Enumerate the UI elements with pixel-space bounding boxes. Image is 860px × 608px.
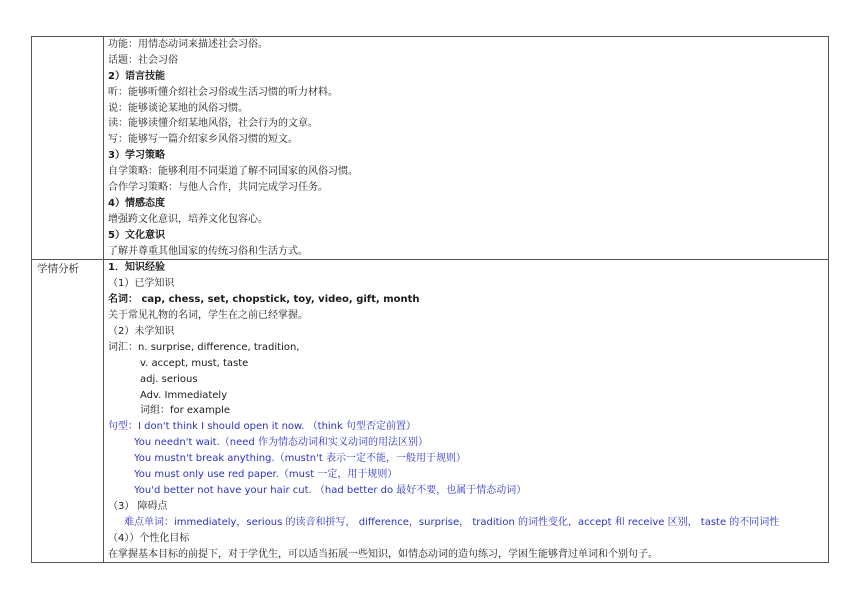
function-line: 功能：用情态动词来描述社会习俗。 xyxy=(108,39,268,50)
unlearned-knowledge-heading: （2）未学知识 xyxy=(108,326,175,338)
nouns-line xyxy=(104,292,828,308)
vocab-line: 词汇：n. surprise, difference, tradition, xyxy=(108,341,300,353)
heading-language-skills: 2）语言技能 xyxy=(108,70,165,82)
speaking-line: 说：能够谈论某地的风俗习惯。 xyxy=(108,102,248,114)
objectives-row xyxy=(32,37,829,260)
reading-line: 读：能够读懂介绍某地风俗，社会行为的文章。 xyxy=(108,118,318,130)
sentence-needn't-line: You needn't wait.（need 作为情态动词和实义动词的用法区别） xyxy=(134,437,428,449)
sentence-must-line: You must only use red paper.（must 一定，用于规则） xyxy=(134,469,398,481)
heading-culture: 5）文化意识 xyxy=(108,229,165,241)
phrase-line: 词组：for example xyxy=(140,405,230,417)
personal-goal-line: 在掌握基本目标的前提下，对于学优生，可以适当拓展一些知识，如情态动词的造句练习，学困生能够背过单词和个别句子。 xyxy=(108,548,658,560)
analysis-label: 学情分析 xyxy=(32,260,104,563)
objectives-content-cell xyxy=(104,37,829,260)
listening-line: 听：能够听懂介绍社会习俗或生活习惯的听力材料。 xyxy=(108,86,338,98)
emotion-line: 增强跨文化意识，培养文化包容心。 xyxy=(108,213,268,225)
analysis-row xyxy=(32,260,829,563)
analysis-content-cell xyxy=(104,260,829,563)
self-study-line: 自学策略：能够利用不同渠道了解不同国家的风俗习惯。 xyxy=(108,166,358,178)
learned-knowledge-heading: （1）已学知识 xyxy=(108,278,175,290)
vocab-verbs-line: v. accept, must, taste xyxy=(140,357,249,369)
personal-goal-heading: （4））个性化目标 xyxy=(108,532,190,544)
vocab-adv-line: Adv. Immediately xyxy=(140,389,228,401)
nouns-note-line: 关于常见礼物的名词，学生在之前已经掌握。 xyxy=(108,310,308,322)
heading-learning-strategy: 3）学习策略 xyxy=(108,150,165,162)
nouns-line-text: 名词： cap, chess, set, chopstick, toy, video, gift, month xyxy=(108,294,420,306)
culture-line: 了解并尊重其他国家的传统习俗和生活方式。 xyxy=(108,245,308,257)
cooperative-line: 合作学习策略：与他人合作，共同完成学习任务。 xyxy=(108,182,328,194)
vocab-adj-line: adj. serious xyxy=(140,373,198,385)
difficult-words-line: 难点单词：immediately，serious 的读音和拼写， difference，surprise， tradition 的词性变化，accept 和 receive 区别， taste 的不同词性 xyxy=(124,516,780,528)
heading-emotion: 4）情感态度 xyxy=(108,197,165,209)
obstacles-heading: （3） 障碍点 xyxy=(108,500,168,512)
objectives-label-cell xyxy=(32,37,104,260)
lesson-plan-table xyxy=(31,36,829,563)
writing-line: 写：能够写一篇介绍家乡风俗习惯的短文。 xyxy=(108,134,298,146)
heading-knowledge: 1．知识经验 xyxy=(108,262,165,274)
sentence-pattern-line: 句型：I don't think I should open it now. （think 句型否定前置） xyxy=(108,421,416,433)
topic-line: 话题：社会习俗 xyxy=(108,54,178,66)
sentence-mustn't-line: You mustn't break anything.（mustn't 表示一定不能，一般用于规则） xyxy=(134,453,466,465)
sentence-had-better-line: You'd better not have your hair cut. （had better do 最好不要，也属于情态动词） xyxy=(134,484,527,496)
